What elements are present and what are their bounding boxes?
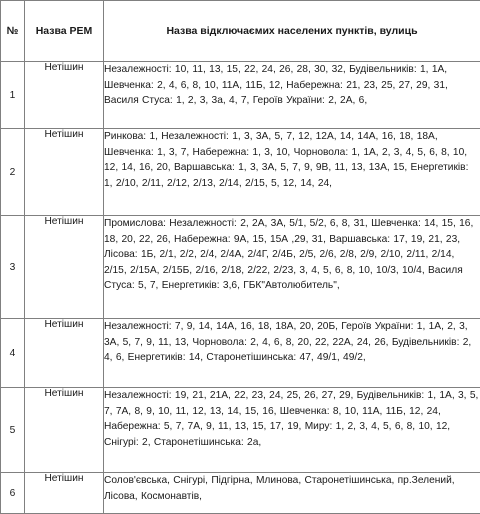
row-number: 4 (1, 319, 25, 388)
row-number: 2 (1, 129, 25, 216)
header-rem: Назва РЕМ (25, 1, 104, 62)
row-streets: Незалежності: 7, 9, 14, 14А, 16, 18, 18А, 20, 20Б, Героїв України: 1, 1А, 2, 3, 3А, 5, 7, 9, 11, 13, Чорновола: 2, 4, 6, 8, 20, 22, 22А, 24, 26, Будівельників: 2, 4, 6, Енергетиків: 14, Старонетішинська: 47, 49/1, 49/2, (104, 319, 480, 388)
row-rem: Нетішин (25, 216, 104, 319)
header-number: № (1, 1, 25, 62)
row-rem: Нетішин (25, 129, 104, 216)
table-row (1, 129, 480, 216)
row-streets: Незалежності: 19, 21, 21А, 22, 23, 24, 25, 26, 27, 29, Будівельників: 1, 1А, 3, 5, 7, 7А, 8, 9, 10, 11, 12, 13, 14, 15, 16, Шевченка: 8, 10, 11А, 11Б, 12, 24, Набережна: 5, 7, 7А, 9, 11, 13, 15, 17, 19, Миру: 1, 2, 3, 4, 5, 6, 8, 10, 12, Снігурі: 2, Старонетішинська: 2а, (104, 388, 480, 473)
table-row (1, 319, 480, 388)
header-streets: Назва відключаємих населених пунктів, вулиць (104, 1, 480, 62)
row-rem: Нетішин (25, 62, 104, 129)
row-number: 6 (1, 473, 25, 514)
row-streets: Незалежності: 10, 11, 13, 15, 22, 24, 26, 28, 30, 32, Будівельників: 1, 1А, Шевченка: 2, 4, 6, 8, 10, 11А, 11Б, 12, Набережна: 21, 23, 25, 27, 29, 31, Василя Стуса: 1, 2, 3, 3а, 4, 7, Героїв України: 2, 2А, 6, (104, 62, 480, 129)
row-number: 3 (1, 216, 25, 319)
row-streets: Солов'євська, Снігурі, Підгірна, Млинова, Старонетішинська, пр.Зелений, Лісова, Космонавтів, (104, 473, 480, 514)
header-row (1, 1, 480, 62)
row-number: 5 (1, 388, 25, 473)
row-rem: Нетішин (25, 319, 104, 388)
row-number: 1 (1, 62, 25, 129)
table-row (1, 216, 480, 319)
table-row (1, 62, 480, 129)
table-row (1, 388, 480, 473)
row-rem: Нетішин (25, 473, 104, 514)
row-streets: Ринкова: 1, Незалежності: 1, 3, 3А, 5, 7, 12, 12А, 14, 14А, 16, 18, 18А, Шевченка: 1, 3, 7, Набережна: 1, 3, 10, Чорновола: 1, 1А, 2, 3, 4, 5, 6, 8, 10, 12, 14, 16, 20, Варшавська: 1, 3, 3А, 5, 7, 9, 9В, 11, 13, 13А, 15, Енергетиків: 1, 2/10, 2/11, 2/12, 2/13, 2/14, 2/15, 5, 12, 14, 24, (104, 129, 480, 216)
row-rem: Нетішин (25, 388, 104, 473)
table-row (1, 473, 480, 514)
row-streets: Промислова: Незалежності: 2, 2А, 3А, 5/1, 5/2, 6, 8, 31, Шевченка: 14, 15, 16, 18, 20, 22, 26, Набережна: 9А, 15, 15А ,29, 31, Варшавська: 17, 19, 21, 23, Лісова: 1Б, 2/1, 2/2, 2/4, 2/4А, 2/4Г, 2/4Б, 2/5, 2/6, 2/8, 2/9, 2/10, 2/11, 2/14, 2/15, 2/15А, 2/15Б, 2/16, 2/18, 2/22, 2/23, 3, 4, 5, 6, 8, 10, 10/3, 10/4, Василя Стуса: 5, 7, Енергетиків: 3,6, ГБК"Автолюбитель", (104, 216, 480, 319)
